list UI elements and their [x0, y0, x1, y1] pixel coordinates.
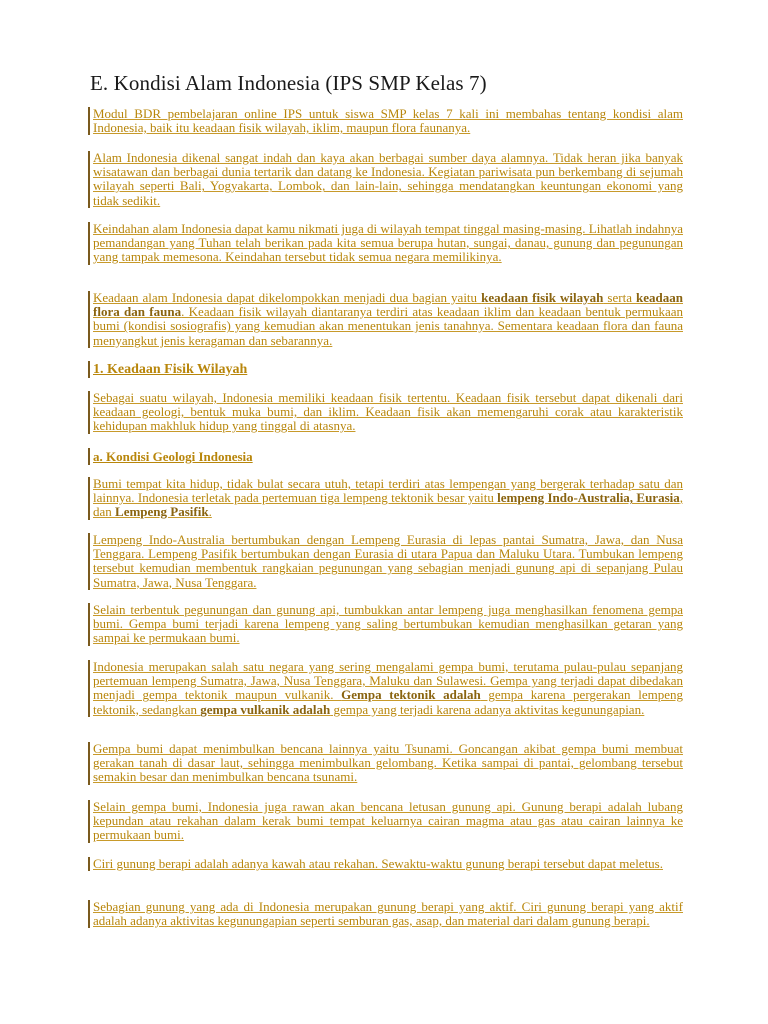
text-run: . Keadaan fisik wilayah diantaranya terdiri atas keadaan iklim dan keadaan bentuk permukaan bumi (kondisi sosiografis) yang kemudian akan menentukan jenis tanahnya. Sementara keadaan flora dan fauna menyangkut jenis keragaman dan sebarannya.	[93, 304, 683, 348]
bold-term-flora-fauna: keadaan flora dan fauna	[93, 290, 683, 320]
paragraph-earthquake-block	[88, 603, 683, 646]
paragraph-tsunami: Gempa bumi dapat menimbulkan bencana lainnya yaitu Tsunami. Goncangan akibat gempa bumi membuat gerakan tanah di dasar laut, sehingga menimbulkan gelombang. Ketika sampai di pantai, gelombang tersebut semakin besar dan menimbulkan bencana tsunami.	[93, 741, 683, 785]
paragraph-local-scenery-block	[88, 222, 683, 265]
paragraph-intro: Modul BDR pembelajaran online IPS untuk siswa SMP kelas 7 kali ini membahas tentang kondisi alam Indonesia, baik itu keadaan fisik wilayah, iklim, maupun flora faunanya.	[93, 106, 683, 136]
text-run: Indonesia merupakan salah satu negara yang sering mengalami gempa bumi, terutama pulau-pulau sepanjang pertemuan lempeng Sumatra, Jawa, Nusa Tenggara, Maluku dan Sulawesi. Gempa yang terjadi dapat dibedakan menjadi gempa tektonik maupun vulkanik.	[93, 659, 683, 703]
text-run: .	[208, 504, 212, 520]
paragraph-natural-beauty-block	[88, 151, 683, 208]
bold-term-tectonic: Gempa tektonik adalah	[341, 687, 481, 703]
paragraph-earthquake-types	[93, 660, 683, 717]
paragraph-physical-block	[88, 391, 683, 434]
paragraph-active-volcano: Sebagian gunung yang ada di Indonesia merupakan gunung berapi yang aktif. Ciri gunung berapi yang aktif adalah adanya aktivitas kegunungapian seperti semburan gas, asap, dan material dari dalam gunung berapi.	[93, 899, 683, 929]
bold-term-pacific: Lempeng Pasifik	[115, 504, 209, 520]
paragraph-intro-block	[88, 107, 683, 135]
subsection-heading-geology: a. Kondisi Geologi Indonesia	[88, 448, 253, 465]
paragraph-volcano-block	[88, 800, 683, 843]
text-run: Bumi tempat kita hidup, tidak bulat secara utuh, tetapi terdiri atas lempengan yang bergerak terhadap satu dan lainnya. Indonesia terletak pada pertemuan tiga lempeng tektonik besar yaitu	[93, 476, 683, 506]
paragraph-grouping-block	[88, 291, 683, 348]
section-heading-physical: 1. Keadaan Fisik Wilayah	[88, 361, 247, 378]
paragraph-volcano-traits: Ciri gunung berapi adalah adanya kawah atau rekahan. Sewaktu-waktu gunung berapi tersebut dapat meletus.	[93, 856, 663, 871]
paragraph-volcano-traits-block	[88, 857, 683, 871]
paragraph-volcano: Selain gempa bumi, Indonesia juga rawan akan bencana letusan gunung api. Gunung berapi adalah lubang kepundan atau rekahan dalam kerak bumi tempat keluarnya cairan magma atau gas atau cairan lainnya ke permukaan bumi.	[93, 799, 683, 843]
paragraph-earthquake-types-block	[88, 660, 683, 717]
paragraph-physical: Sebagai suatu wilayah, Indonesia memiliki keadaan fisik tertentu. Keadaan fisik tersebut dapat dikenali dari keadaan geologi, bentuk muka bumi, dan iklim. Keadaan fisik akan memengaruhi corak atau karakteristik kehidupan makhluk hidup yang tinggal di atasnya.	[93, 390, 683, 434]
paragraph-earthquake: Selain terbentuk pegunungan dan gunung api, tumbukkan antar lempeng juga menghasilkan fenomena gempa bumi. Gempa bumi terjadi karena lempeng yang saling bertumbukan kemudian menghasilkan getaran yang sampai ke permukaan bumi.	[93, 602, 683, 646]
bold-term-physical: keadaan fisik wilayah	[481, 290, 604, 305]
paragraph-natural-beauty: Alam Indonesia dikenal sangat indah dan kaya akan berbagai sumber daya alamnya. Tidak heran jika banyak wisatawan dan berbagai dunia tertarik dan datang ke Indonesia. Kegiatan pariwisata pun berkembang di sejumah wilayah seperti Bali, Yogyakarta, Lombok, dan lain-lain, sehingga mendatangkan keuntungan ekonomi yang tidak sedikit.	[93, 150, 683, 208]
bold-term-plates: lempeng Indo-Australia, Eurasia	[497, 490, 680, 506]
paragraph-collision: Lempeng Indo-Australia bertumbukan dengan Lempeng Eurasia di lepas pantai Sumatra, Jawa, dan Nusa Tenggara. Lempeng Pasifik bertumbukan dengan Eurasia di utara Papua dan Maluku Utara. Tumbukan lempeng tersebut kemudian membentuk rangkaian pegunungan yang sebagian menjadi gunung api di sepanjang Pulau Sumatra, Jawa, Nusa Tenggara.	[93, 532, 683, 590]
paragraph-plates-block	[88, 477, 683, 520]
paragraph-tsunami-block	[88, 742, 683, 785]
paragraph-grouping	[93, 291, 683, 348]
paragraph-local-scenery: Keindahan alam Indonesia dapat kamu nikmati juga di wilayah tempat tinggal masing-masing. Lihatlah indahnya pemandangan yang Tuhan telah berikan pada kita semua berupa hutan, sungai, danau, gunung dan pegunungan yang tampak memesona. Keindahan tersebut tidak semua negara memilikinya.	[93, 221, 683, 265]
paragraph-collision-block	[88, 533, 683, 590]
text-run: Keadaan alam Indonesia dapat dikelompokkan menjadi dua bagian yaitu	[93, 290, 482, 305]
text-run: , dan	[93, 490, 683, 520]
text-run: gempa karena pergerakan lempeng tektonik, sedangkan	[93, 687, 683, 717]
text-run: serta	[603, 290, 637, 305]
page-title: E. Kondisi Alam Indonesia (IPS SMP Kelas 7)	[90, 71, 487, 95]
text-run: gempa yang terjadi karena adanya aktivitas kegunungapian.	[330, 701, 645, 717]
paragraph-plates	[93, 477, 683, 520]
paragraph-active-volcano-block	[88, 900, 683, 928]
bold-term-volcanic: gempa vulkanik adalah	[200, 701, 331, 717]
